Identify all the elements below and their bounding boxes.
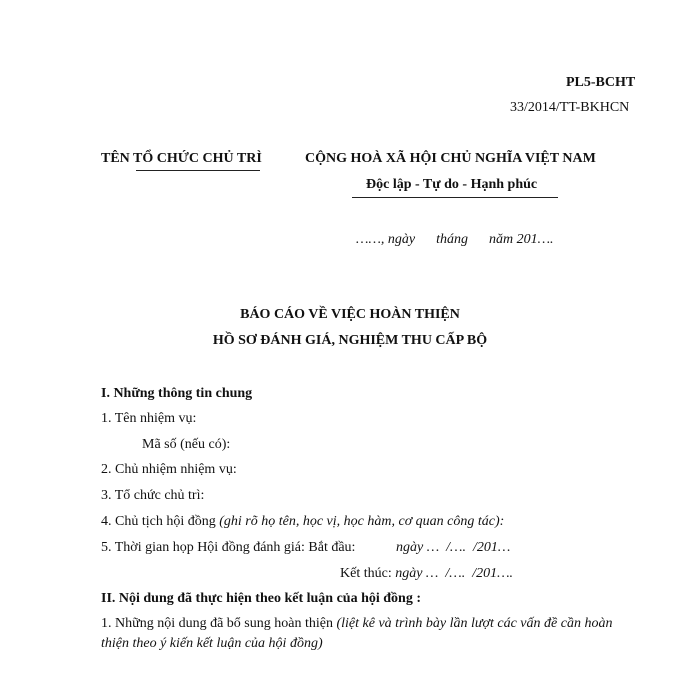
nation-motto: Độc lập - Tự do - Hạnh phúc bbox=[366, 177, 538, 192]
section-1-heading: I. Những thông tin chung bbox=[101, 386, 253, 401]
supplemented-content-label: 1. Những nội dung đã bổ sung hoàn thiện bbox=[101, 616, 337, 631]
task-code-field: Mã số (nếu có): bbox=[142, 437, 231, 452]
meeting-start-label: 5. Thời gian họp Hội đồng đánh giá: Bắt đầu: bbox=[101, 540, 356, 555]
supplemented-content-note: (liệt kê và trình bày lần lượt các vấn đề cần hoàn bbox=[336, 616, 613, 631]
report-title-line2: HỒ SƠ ĐÁNH GIÁ, NGHIỆM THU CẤP BỘ bbox=[212, 333, 488, 348]
section-2-heading: II. Nội dung đã thực hiện theo kết luận của hội đồng : bbox=[101, 591, 421, 606]
doc-code: PL5-BCHT bbox=[566, 75, 636, 90]
supplemented-content-line1 bbox=[101, 615, 612, 633]
supplemented-content-line2: thiện theo ý kiến kết luận của hội đồng) bbox=[101, 636, 323, 651]
task-name-field: 1. Tên nhiệm vụ: bbox=[101, 411, 197, 426]
meeting-start-date: ngày … /…. /201… bbox=[396, 540, 511, 555]
host-organization-field: 3. Tổ chức chủ trì: bbox=[101, 488, 205, 503]
motto-underline bbox=[352, 197, 558, 198]
meeting-end-field bbox=[340, 565, 513, 583]
report-title-line1: BÁO CÁO VỀ VIỆC HOÀN THIỆN bbox=[240, 307, 460, 322]
nation-title: CỘNG HOÀ XÃ HỘI CHỦ NGHĨA VIỆT NAM bbox=[305, 151, 596, 166]
date-line: ……, ngày tháng năm 201…. bbox=[356, 232, 554, 247]
council-chair-note: (ghi rõ họ tên, học vị, học hàm, cơ quan công tác): bbox=[219, 514, 505, 529]
organization-name: TÊN TỔ CHỨC CHỦ TRÌ bbox=[101, 151, 262, 166]
circular-reference: 33/2014/TT-BKHCN bbox=[510, 100, 630, 115]
meeting-end-label: Kết thúc: bbox=[340, 566, 396, 581]
task-leader-field: 2. Chủ nhiệm nhiệm vụ: bbox=[101, 462, 237, 477]
council-chair-field bbox=[101, 513, 504, 531]
meeting-end-date: ngày … /…. /201…. bbox=[395, 566, 514, 581]
council-chair-label: 4. Chủ tịch hội đồng bbox=[101, 514, 220, 529]
organization-underline bbox=[136, 170, 260, 171]
